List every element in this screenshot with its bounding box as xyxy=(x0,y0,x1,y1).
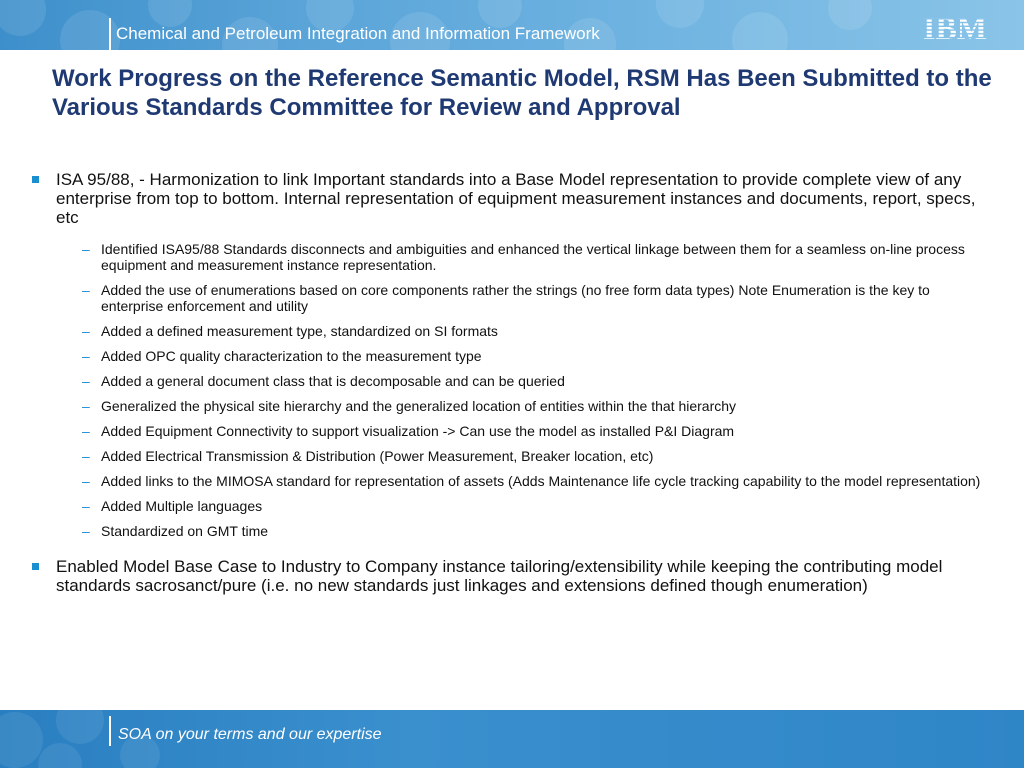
square-bullet-icon xyxy=(32,176,39,183)
sub-item xyxy=(56,348,992,364)
bullet-item xyxy=(32,557,992,595)
sub-item-text: Identified ISA95/88 Standards disconnects and ambiguities and enhanced the vertical linkage between them for a seamless on-line process equipment and measurement instance representation. xyxy=(101,241,965,273)
dash-bullet-icon: – xyxy=(82,423,90,439)
dash-bullet-icon: – xyxy=(82,523,90,539)
bullet-text: ISA 95/88, - Harmonization to link Important standards into a Base Model representation to provide complete view of any enterprise from top to bottom. Internal representation of equipment measurement instances and documents, report, specs, etc xyxy=(56,170,976,227)
dash-bullet-icon: – xyxy=(82,282,90,298)
sub-item-text: Generalized the physical site hierarchy and the generalized location of entities within the that hierarchy xyxy=(101,398,737,414)
dash-bullet-icon: – xyxy=(82,398,90,414)
sub-item xyxy=(56,373,992,389)
dash-bullet-icon: – xyxy=(82,498,90,514)
sub-item-text: Added a general document class that is decomposable and can be queried xyxy=(101,373,565,389)
sub-item-text: Added a defined measurement type, standardized on SI formats xyxy=(101,323,498,339)
sub-item xyxy=(56,323,992,339)
sub-item xyxy=(56,423,992,439)
slide-content xyxy=(32,170,992,595)
sub-item xyxy=(56,473,992,489)
bullet-text: Enabled Model Base Case to Industry to Company instance tailoring/extensibility while keeping the contributing model standards sacrosanct/pure (i.e. no new standards just linkages and extensions defined though enumeration) xyxy=(56,557,943,595)
sub-item-text: Added links to the MIMOSA standard for representation of assets (Adds Maintenance life cycle tracking capability to the model representation) xyxy=(101,473,981,489)
ibm-logo-icon xyxy=(918,12,992,42)
dash-bullet-icon: – xyxy=(82,448,90,464)
sub-item-text: Standardized on GMT time xyxy=(101,523,269,539)
header-band xyxy=(0,0,1024,50)
footer-tagline: SOA on your terms and our expertise xyxy=(118,726,382,743)
header-divider xyxy=(109,18,111,50)
footer-divider xyxy=(109,716,111,746)
sub-list xyxy=(56,241,992,539)
dash-bullet-icon: – xyxy=(82,241,90,257)
sub-item xyxy=(56,282,992,314)
sub-item xyxy=(56,523,992,539)
dash-bullet-icon: – xyxy=(82,373,90,389)
logo-text: IBM xyxy=(923,12,987,42)
footer-band xyxy=(0,710,1024,768)
dash-bullet-icon: – xyxy=(82,348,90,364)
sub-item-text: Added OPC quality characterization to the measurement type xyxy=(101,348,482,364)
sub-item xyxy=(56,241,992,273)
sub-item-text: Added Electrical Transmission & Distribution (Power Measurement, Breaker location, etc) xyxy=(101,448,654,464)
square-bullet-icon xyxy=(32,563,39,570)
sub-item xyxy=(56,398,992,414)
dash-bullet-icon: – xyxy=(82,323,90,339)
slide-title: Work Progress on the Reference Semantic Model, RSM Has Been Submitted to the Various Standards Committee for Review and Approval xyxy=(52,65,992,121)
bullet-item xyxy=(32,170,992,539)
sub-item-text: Added Equipment Connectivity to support visualization -> Can use the model as installed P&I Diagram xyxy=(101,423,735,439)
dash-bullet-icon: – xyxy=(82,473,90,489)
sub-item-text: Added Multiple languages xyxy=(101,498,263,514)
sub-item-text: Added the use of enumerations based on core components rather the strings (no free form data types) Note Enumeration is the key to enterprise enforcement and utility xyxy=(101,282,930,314)
sub-item xyxy=(56,448,992,464)
framework-title: Chemical and Petroleum Integration and Information Framework xyxy=(116,24,600,43)
sub-item xyxy=(56,498,992,514)
